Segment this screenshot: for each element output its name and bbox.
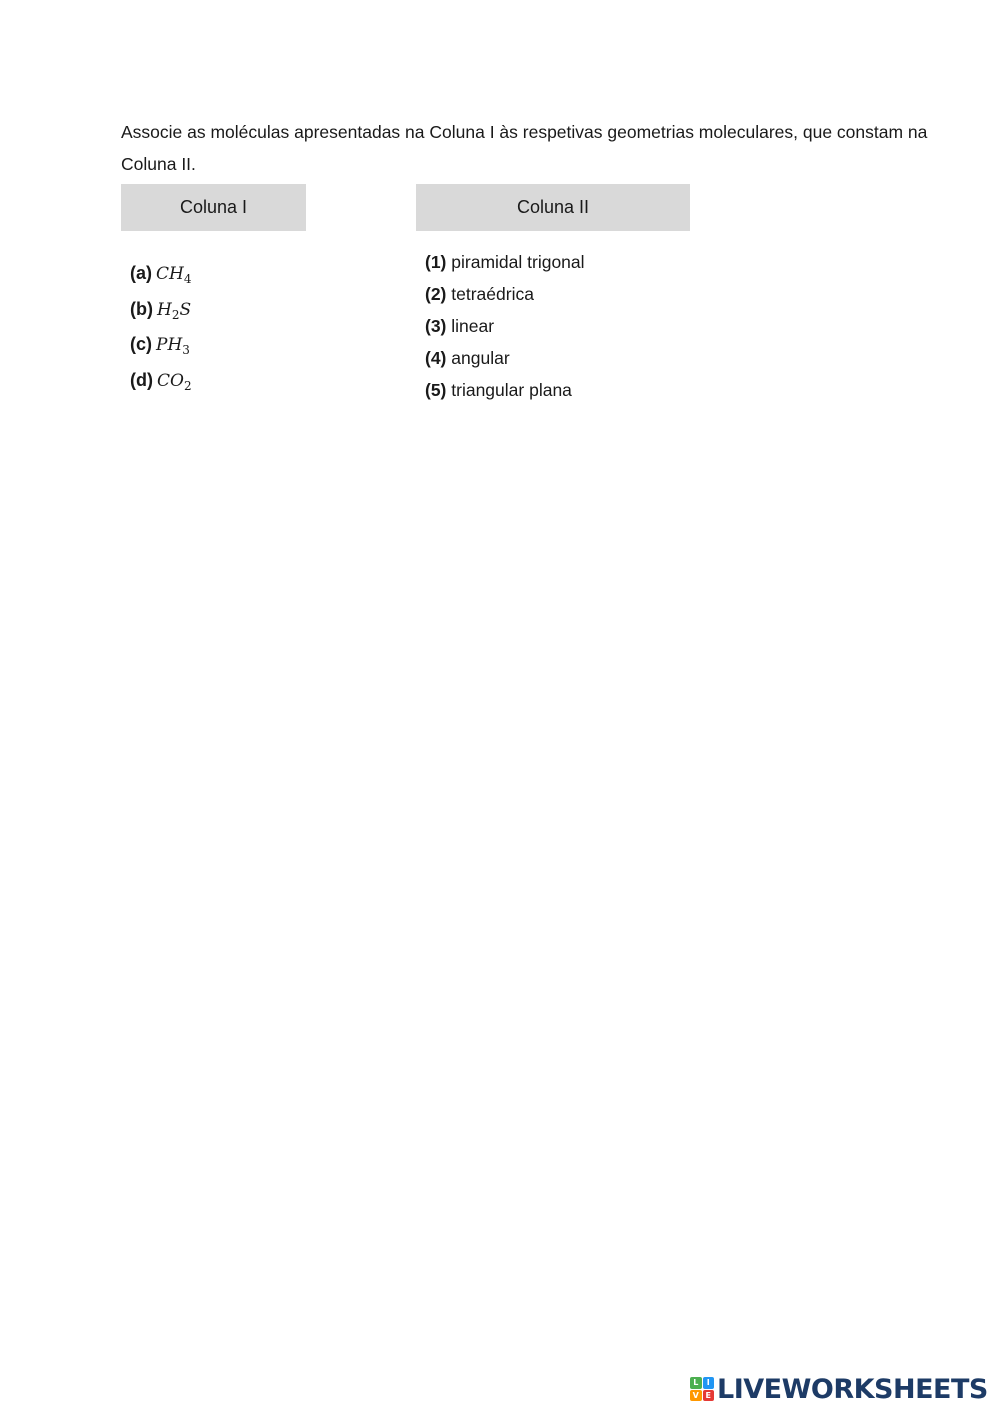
item-number: (5) <box>425 380 447 400</box>
column-2-list <box>425 246 585 406</box>
geometry-item <box>425 342 585 374</box>
column-1-header: Coluna I <box>121 184 306 231</box>
geometry-label: tetraédrica <box>451 284 534 304</box>
geometry-label: triangular plana <box>451 380 572 400</box>
item-letter: (d) <box>130 369 153 390</box>
formula-symbol: PH <box>156 335 183 355</box>
molecule-formula <box>156 264 191 284</box>
molecule-item <box>130 327 192 363</box>
formula-subscript: 4 <box>183 272 192 286</box>
geometry-item <box>425 246 585 278</box>
logo-mark-tile: V <box>690 1390 702 1402</box>
item-letter: (a) <box>130 263 152 283</box>
formula-symbol: CO <box>156 370 184 391</box>
formula-subscript: 3 <box>182 343 190 357</box>
molecule-item <box>130 363 192 399</box>
logo-mark-tile: L <box>690 1377 702 1389</box>
item-number: (3) <box>425 316 447 336</box>
logo-mark-icon <box>690 1377 714 1401</box>
geometry-item <box>425 278 585 310</box>
liveworksheets-logo <box>690 1372 988 1406</box>
item-number: (1) <box>425 252 447 272</box>
molecule-formula <box>157 300 191 320</box>
molecule-item <box>130 292 192 328</box>
column-1-list <box>130 256 192 398</box>
molecule-formula <box>156 335 190 355</box>
logo-mark-tile: I <box>703 1377 715 1389</box>
column-2-header: Coluna II <box>416 184 690 231</box>
item-number: (4) <box>425 348 447 368</box>
instruction-text: Associe as moléculas apresentadas na Coluna I às respetivas geometrias moleculares, que constam na Coluna II. <box>121 122 928 174</box>
geometry-item <box>425 310 585 342</box>
geometry-item <box>425 374 585 406</box>
item-number: (2) <box>425 284 447 304</box>
formula-symbol: H <box>156 299 172 320</box>
molecule-formula <box>157 371 192 391</box>
molecule-item <box>130 256 192 292</box>
item-letter: (b) <box>130 298 153 319</box>
formula-subscript: 2 <box>183 378 192 393</box>
geometry-label: angular <box>451 348 510 368</box>
logo-mark-tile: E <box>703 1390 715 1402</box>
item-letter: (c) <box>130 334 152 354</box>
formula-symbol: S <box>179 299 192 320</box>
formula-symbol: CH <box>156 264 184 284</box>
geometry-label: piramidal trigonal <box>451 252 585 272</box>
geometry-label: linear <box>451 316 495 336</box>
logo-text: LIVEWORKSHEETS <box>717 1373 988 1405</box>
formula-subscript: 2 <box>171 307 180 322</box>
